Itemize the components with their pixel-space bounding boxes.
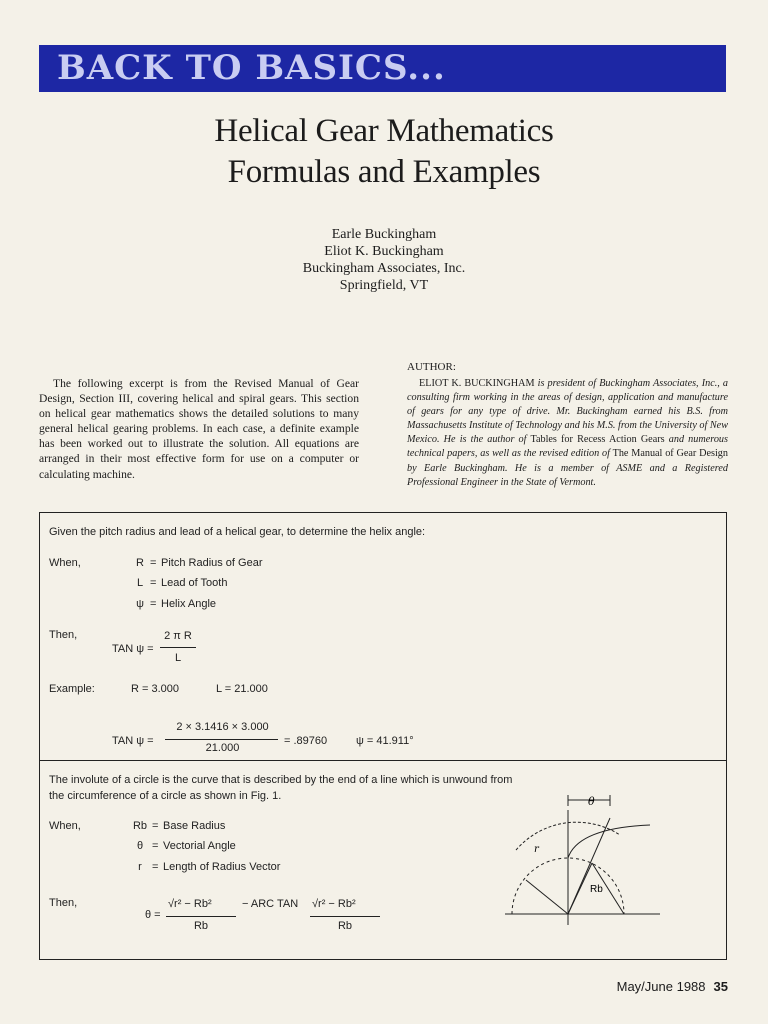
formula2-lhs: θ = [145,909,161,921]
figure-rb-label: Rb [590,884,603,895]
figure-r-label: r [534,844,539,855]
author-bio-text-e: by Earle Buckingham. He is a member of ASME and a Registered Professional Engineer in the State of Vermont. [407,462,728,488]
def-symbol-radius-vector: r [138,861,142,873]
def-symbol-r: R [136,557,144,569]
def-desc-radius-vector: Length of Radius Vector [163,861,281,873]
calc-fraction-bar [165,739,278,740]
formula1-denominator: L [174,652,182,664]
def-symbol-l: L [136,577,144,589]
page-number: 35 [713,979,728,994]
author-bio-text-a: is president of Buckingham Associates, Inc., a consulting firm working in the areas of design, application and manufacture of gears for any type of drive. Mr. Buckingham earned his B.S. from Massachusetts Institute of Technology and his M.S. from the University of New Mexico. He is the author of [407,378,728,446]
intro-paragraph: The following excerpt is from the Revised Manual of Gear Design, Section III, covering helical and spiral gears. This section on helical gear mathematics shows the detailed solutions to many general helical gearing problems. In each case, a definite example has been worked out to illustrate the solution. All equations are arranged in their most effective form for use on a computer or calculating machine. [39,377,359,481]
formula2-arc-tan: − ARC TAN [242,898,299,910]
radius-line-left [526,880,568,914]
problem2-statement-2: the circumference of a circle as shown in Fig. 1. [49,790,282,802]
author-bio-name: ELIOT K. BUCKINGHAM [419,378,535,389]
def-desc-lead: Lead of Tooth [161,577,228,589]
calc-numerator: 2 × 3.1416 × 3.000 [176,721,269,733]
formula2-fraction-bar-a [166,916,236,917]
def-desc-helix-angle: Helix Angle [161,598,217,610]
author-bio-book-1: Tables for Recess Action Gears [530,434,665,446]
def-desc-pitch-radius: Pitch Radius of Gear [161,557,263,569]
section-banner: BACK TO BASICS... [39,45,726,92]
author-heading: AUTHOR: [407,361,456,373]
author-location: Springfield, VT [339,278,429,293]
formula1-fraction-bar [160,647,196,648]
problem1-then-label: Then, [49,629,78,641]
involute-figure [500,790,670,935]
problem1-statement: Given the pitch radius and lead of a helical gear, to determine the helix angle: [49,526,426,538]
calc-helix-angle: ψ = 41.911° [356,735,414,747]
def-desc-vectorial-angle: Vectorial Angle [163,840,236,852]
formula2-denominator-b: Rb [337,920,353,932]
formula-box-divider [39,760,727,761]
author-bio-book-2: The Manual of Gear Design [612,448,728,460]
involute-curve [568,825,650,858]
formula2-numerator-b: √r² − Rb² [312,898,356,910]
formula2-numerator-a: √r² − Rb² [168,898,212,910]
author-name-1: Earle Buckingham [331,227,437,242]
problem2-statement-1: The involute of a circle is the curve that is described by the end of a line which is unwound from [49,774,513,786]
formula1-numerator: 2 π R [164,630,192,642]
def-symbol-rb: Rb [132,820,148,832]
example-l-value: L = 21.000 [216,683,268,695]
base-radius-line [568,863,592,914]
author-name-2: Eliot K. Buckingham [324,244,444,259]
problem2-when-label: When, [49,820,81,832]
calc-result: = .89760 [284,735,328,747]
example-label: Example: [49,683,95,695]
author-bio [407,377,728,490]
def-desc-base-radius: Base Radius [163,820,226,832]
def-symbol-theta: θ [136,840,144,852]
author-affiliation: Buckingham Associates, Inc. [302,261,466,276]
formula2-fraction-bar-b [310,916,380,917]
calc-denominator: 21.000 [205,742,240,754]
article-title-line-1: Helical Gear Mathematics [214,113,554,149]
page-footer [617,979,728,994]
formula1-lhs: TAN ψ = [112,643,154,655]
issue-date: May/June 1988 [616,979,706,994]
calc-lhs: TAN ψ = [112,735,154,747]
example-r-value: R = 3.000 [131,683,180,695]
author-bio-text-c: and numerous technical papers, as well as the revised edition of [407,434,728,460]
problem1-when-label: When, [49,557,81,569]
formula2-denominator-a: Rb [193,920,209,932]
figure-theta-label: θ [588,795,595,808]
def-symbol-psi: ψ [136,598,144,610]
problem2-then-label: Then, [49,897,78,909]
article-title-line-2: Formulas and Examples [227,154,541,190]
